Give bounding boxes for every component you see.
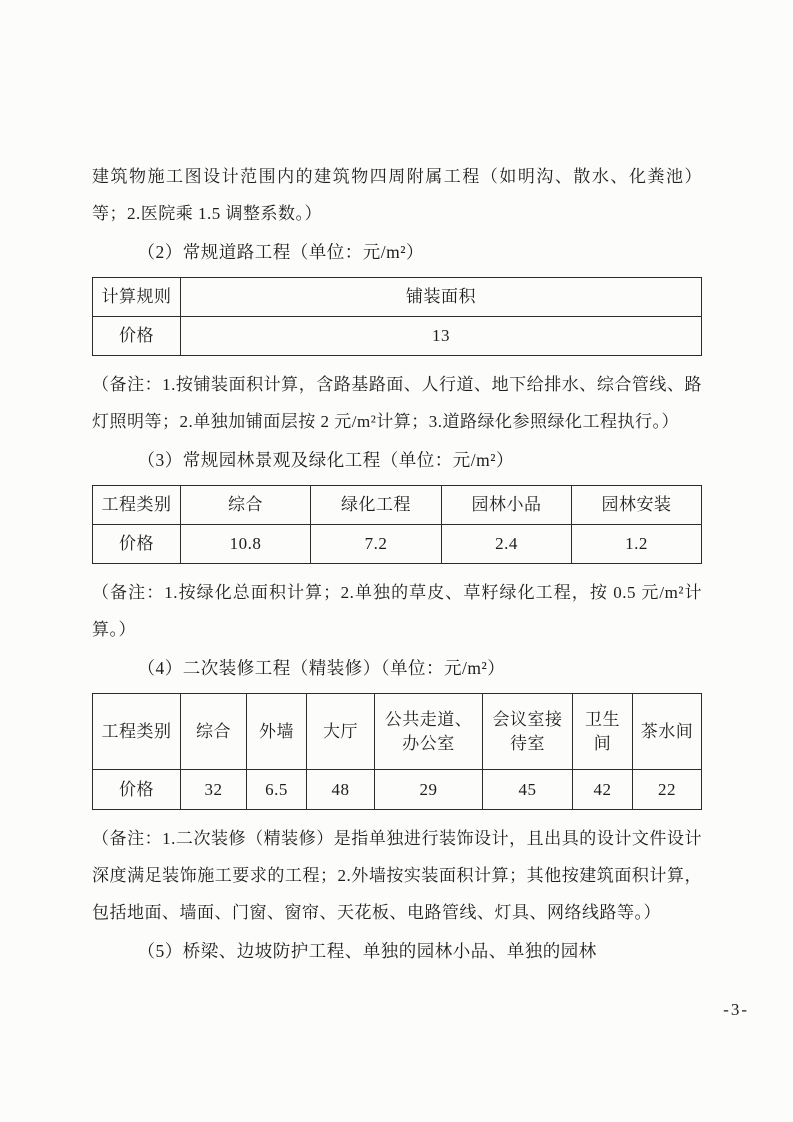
value-cell: 48 (307, 770, 375, 810)
value-cell: 10.8 (181, 525, 311, 564)
header-cell: 公共走道、办公室 (375, 694, 483, 770)
intro-paragraph: 建筑物施工图设计范围内的建筑物四周附属工程（如明沟、散水、化粪池）等；2.医院乘 1.5 调整系数。） (92, 167, 702, 223)
header-cell: 绿化工程 (311, 486, 442, 525)
header-cell: 茶水间 (633, 694, 702, 770)
table-row (93, 278, 702, 317)
section-landscape-heading: （3）常规园林景观及绿化工程（单位：元/m²） (137, 450, 514, 470)
header-cell: 园林安装 (572, 486, 702, 525)
section-road-heading: （2）常规道路工程（单位：元/m²） (137, 242, 424, 262)
table-row (93, 317, 702, 356)
value-cell: 13 (181, 317, 702, 356)
value-cell: 2.4 (442, 525, 572, 564)
header-cell: 卫生间 (573, 694, 633, 770)
header-cell: 综合 (181, 694, 247, 770)
section-decoration-heading: （4）二次装修工程（精装修）（单位：元/m²） (137, 658, 506, 678)
header-cell: 工程类别 (93, 694, 181, 770)
value-cell: 6.5 (247, 770, 307, 810)
value-cell: 铺装面积 (181, 278, 702, 317)
header-cell: 工程类别 (93, 486, 181, 525)
road-note: （备注：1.按铺装面积计算，含路基路面、人行道、地下给排水、综合管线、路灯照明等；2.单独加铺面层按 2 元/m²计算；3.道路绿化参照绿化工程执行。） (92, 375, 702, 431)
value-cell: 7.2 (311, 525, 442, 564)
decoration-price-table (92, 693, 702, 810)
value-cell: 45 (483, 770, 573, 810)
section-bridge-heading: （5）桥梁、边坡防护工程、单独的园林小品、单独的园林 (137, 941, 597, 961)
table-header-row (93, 486, 702, 525)
row-label-cell: 价格 (93, 770, 181, 810)
header-cell: 外墙 (247, 694, 307, 770)
decoration-note: （备注：1.二次装修（精装修）是指单独进行装饰设计，且出具的设计文件设计深度满足装饰施工要求的工程；2.外墙按实装面积计算；其他按建筑面积计算，包括地面、墙面、门窗、窗帘、天花板、电路管线、灯具、网络线路等。） (92, 829, 702, 922)
landscape-price-table (92, 485, 702, 564)
header-cell: 大厅 (307, 694, 375, 770)
page-number: -3- (723, 1000, 749, 1019)
road-price-table (92, 277, 702, 356)
header-cell: 综合 (181, 486, 311, 525)
header-cell: 园林小品 (442, 486, 572, 525)
value-cell: 29 (375, 770, 483, 810)
landscape-note: （备注：1.按绿化总面积计算；2.单独的草皮、草籽绿化工程，按 0.5 元/m²计算。） (92, 583, 702, 639)
table-header-row (93, 694, 702, 770)
value-cell: 42 (573, 770, 633, 810)
row-label-cell: 价格 (93, 525, 181, 564)
row-label-cell: 计算规则 (93, 278, 181, 317)
value-cell: 32 (181, 770, 247, 810)
value-cell: 1.2 (572, 525, 702, 564)
row-label-cell: 价格 (93, 317, 181, 356)
table-row (93, 525, 702, 564)
value-cell: 22 (633, 770, 702, 810)
document-content (92, 158, 702, 970)
table-row (93, 770, 702, 810)
header-cell: 会议室接待室 (483, 694, 573, 770)
